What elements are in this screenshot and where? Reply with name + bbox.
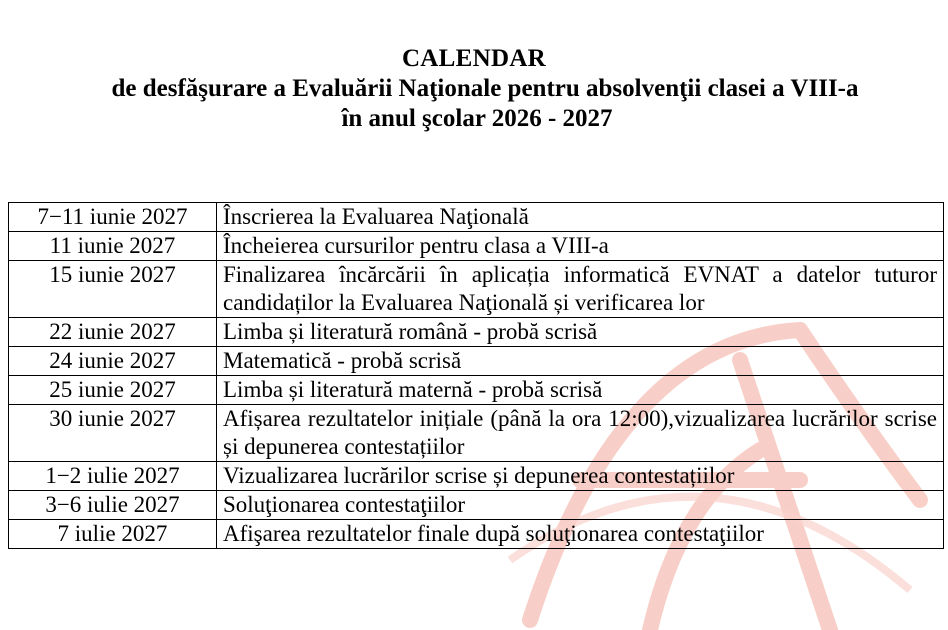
- table-row: [9, 347, 944, 376]
- calendar-table: [8, 202, 944, 549]
- row-activity: Afişarea rezultatelor finale după soluţionarea contestaţiilor: [217, 520, 944, 549]
- row-activity: Limba și literatură maternă - probă scrisă: [217, 376, 944, 405]
- row-date: 7−11 iunie 2027: [9, 203, 217, 232]
- document-header: [0, 44, 948, 134]
- table-row: [9, 376, 944, 405]
- row-date: 25 iunie 2027: [9, 376, 217, 405]
- table-row: [9, 462, 944, 491]
- row-date: 15 iunie 2027: [9, 261, 217, 318]
- row-date: 11 iunie 2027: [9, 232, 217, 261]
- school-year-line: în anul şcolar 2026 - 2027: [341, 105, 613, 132]
- row-date: 30 iunie 2027: [9, 405, 217, 462]
- table-row: [9, 405, 944, 462]
- table-row: [9, 203, 944, 232]
- document-subtitle: de desfăşurare a Evaluării Naţionale pentru absolvenţii clasei a VIII-a: [111, 75, 859, 102]
- row-activity: Vizualizarea lucrărilor scrise și depunerea contestațiilor: [217, 462, 944, 491]
- row-date: 22 iunie 2027: [9, 318, 217, 347]
- row-activity: Limba și literatură română - probă scrisă: [217, 318, 944, 347]
- table-row: [9, 520, 944, 549]
- document-title: CALENDAR: [401, 45, 547, 72]
- row-activity: Afișarea rezultatelor inițiale (până la ora 12:00),vizualizarea lucrărilor scrise și depunerea contestațiilor: [217, 405, 944, 462]
- row-activity: Finalizarea încărcării în aplicația informatică EVNAT a datelor tuturor candidaților la Evaluarea Naţională și verificarea lor: [217, 261, 944, 318]
- table-row: [9, 318, 944, 347]
- row-date: 3−6 iulie 2027: [9, 491, 217, 520]
- table-row: [9, 491, 944, 520]
- table-row: [9, 261, 944, 318]
- table-row: [9, 232, 944, 261]
- row-date: 24 iunie 2027: [9, 347, 217, 376]
- row-activity: Matematică - probă scrisă: [217, 347, 944, 376]
- row-activity: Soluţionarea contestaţiilor: [217, 491, 944, 520]
- row-activity: Încheierea cursurilor pentru clasa a VIII-a: [217, 232, 944, 261]
- row-activity: Înscrierea la Evaluarea Naţională: [217, 203, 944, 232]
- row-date: 7 iulie 2027: [9, 520, 217, 549]
- row-date: 1−2 iulie 2027: [9, 462, 217, 491]
